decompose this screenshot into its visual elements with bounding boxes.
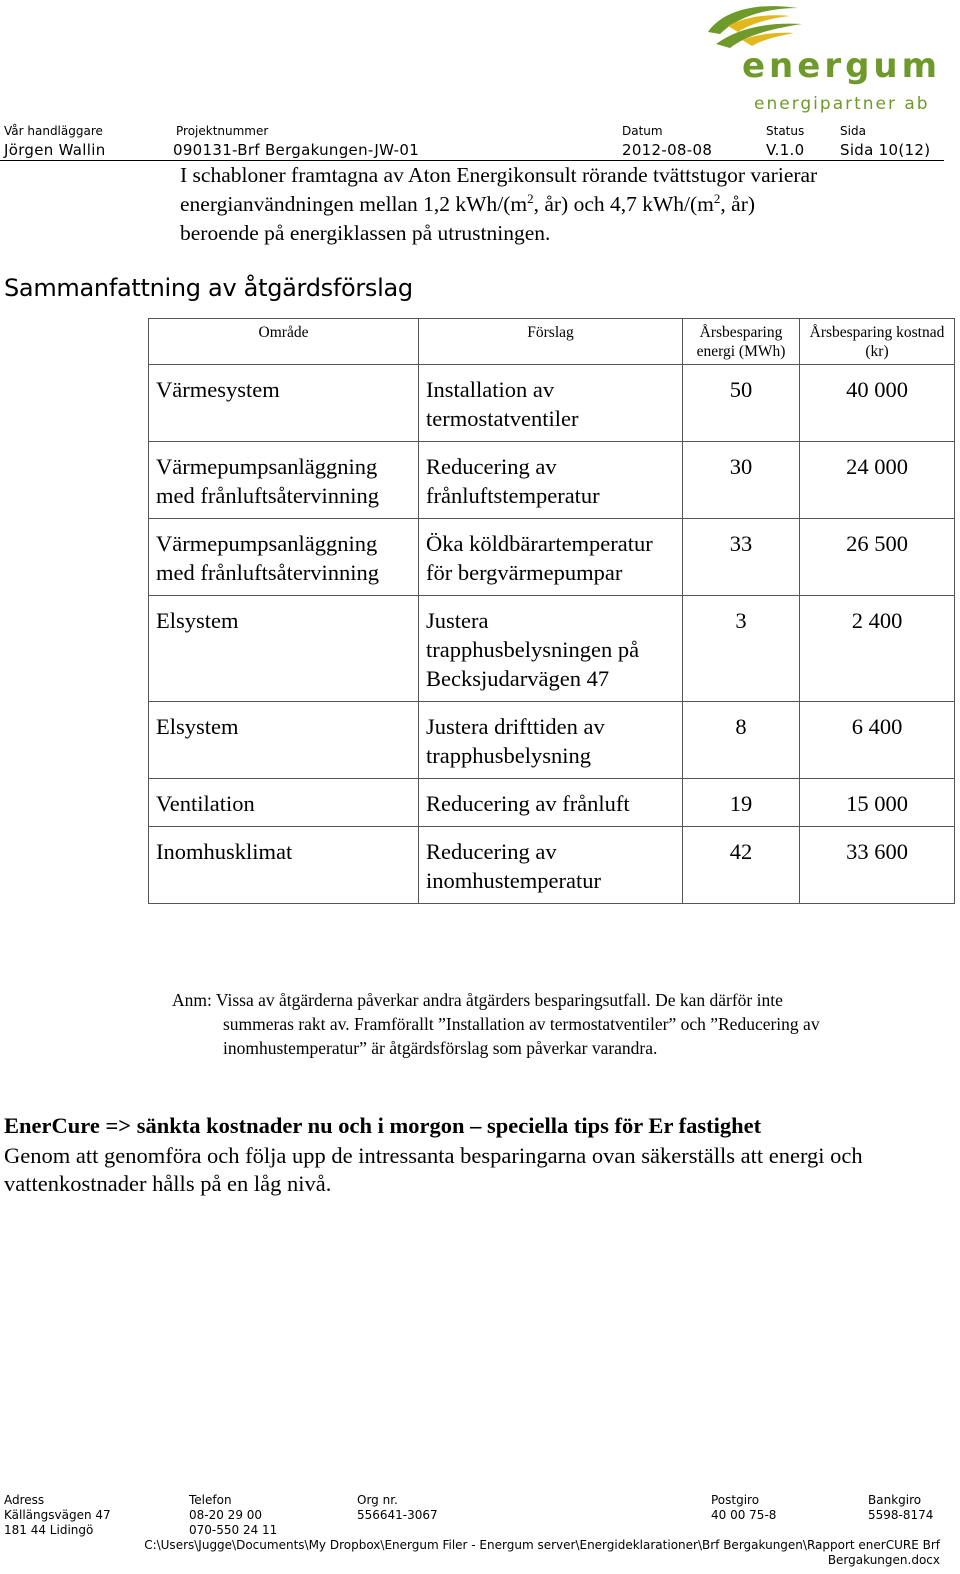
note-line-3: inomhustemperatur” är åtgärdsförslag som påverkar varandra. [223,1038,658,1058]
note-line-1: Anm: Vissa av åtgärderna påverkar andra åtgärders besparingsutfall. De kan därför inte [172,990,783,1010]
cell-area: Värmesystem [149,365,419,442]
footer-postgiro: 40 00 75-8 [711,1508,777,1522]
footer-postgiro-label: Postgiro [711,1493,760,1507]
intro-line-3: beroende på energiklassen på utrustningen. [180,221,551,245]
footer-org-number: 556641-3067 [357,1508,438,1522]
cell-cost-saving: 33 600 [800,827,955,904]
cell-cost-saving: 24 000 [800,442,955,519]
footer-file-path: C:\Users\Jugge\Documents\My Dropbox\Energum Filer - Energum server\Energideklarationer\Brf Bergakungen\Rapport enerCURE Brf Bergakungen.docx [144,1538,940,1567]
logo-wordmark: energum [742,46,942,86]
cell-proposal: Installation av termostatventiler [419,365,683,442]
table-row [149,779,955,827]
status-label: Status [766,124,805,138]
cell-area: Elsystem [149,702,419,779]
column-header-cost: Årsbesparing kostnad (kr) [800,319,955,365]
footer-address-city: 181 44 Lidingö [4,1523,94,1537]
measures-table [148,318,955,904]
intro-paragraph [180,161,940,248]
cell-proposal: Justera drifttiden av trapphusbelysning [419,702,683,779]
cell-energy-saving: 50 [683,365,800,442]
logo-swoosh-icon [698,0,808,52]
column-header-proposal: Förslag [419,319,683,365]
footer-bankgiro-label: Bankgiro [868,1493,922,1507]
cell-energy-saving: 3 [683,596,800,702]
cell-proposal: Reducering av inomhustemperatur [419,827,683,904]
footer-address-street: Källängsvägen 47 [4,1508,111,1522]
footer-org-label: Org nr. [357,1493,398,1507]
cell-energy-saving: 30 [683,442,800,519]
project-number: 090131-Brf Bergakungen-JW-01 [173,141,420,159]
cell-energy-saving: 42 [683,827,800,904]
cell-energy-saving: 33 [683,519,800,596]
table-header-row [149,319,955,365]
cell-area: Elsystem [149,596,419,702]
table-row [149,442,955,519]
footer-phone-mobile: 070-550 24 11 [189,1523,278,1537]
footer-bankgiro: 5598-8174 [868,1508,934,1522]
handler-label: Vår handläggare [4,124,103,138]
logo-tagline: energipartner ab [754,94,930,114]
handler-name: Jörgen Wallin [4,141,106,159]
cell-cost-saving: 40 000 [800,365,955,442]
cell-cost-saving: 15 000 [800,779,955,827]
cell-proposal: Justera trapphusbelysningen på Becksjudarvägen 47 [419,596,683,702]
column-header-area: Område [149,319,419,365]
tips-body: Genom att genomföra och följa upp de intressanta besparingarna ovan säkerställs att energi och vattenkostnader hålls på en låg nivå. [4,1143,863,1196]
tips-heading: EnerCure => sänkta kostnader nu och i morgon – speciella tips för Er fastighet [4,1113,762,1138]
page-label: Sida [840,124,866,138]
document-status: V.1.0 [766,141,805,159]
company-logo [690,0,940,118]
cell-energy-saving: 19 [683,779,800,827]
page-number: Sida 10(12) [840,141,931,159]
cell-proposal: Reducering av frånluft [419,779,683,827]
cell-area: Ventilation [149,779,419,827]
cell-cost-saving: 26 500 [800,519,955,596]
cell-proposal: Öka köldbärartemperatur för bergvärmepumpar [419,519,683,596]
table-note [172,988,942,1060]
project-label: Projektnummer [176,124,269,138]
document-date: 2012-08-08 [622,141,713,159]
table-row [149,365,955,442]
table-row [149,596,955,702]
cell-cost-saving: 6 400 [800,702,955,779]
footer-phone-label: Telefon [189,1493,232,1507]
intro-line-2: energianvändningen mellan 1,2 kWh/($m^2$, år) och 4,7 kWh/($m^2$, år) [180,190,756,216]
table-row [149,519,955,596]
section-heading: Sammanfattning av åtgärdsförslag [4,274,413,302]
note-line-2: summeras rakt av. Framförallt ”Installation av termostatventiler” och ”Reducering av [223,1014,820,1034]
date-label: Datum [622,124,663,138]
cell-area: Värmepumpsanläggning med frånluftsåtervinning [149,519,419,596]
footer-address-label: Adress [4,1493,45,1507]
cell-area: Inomhusklimat [149,827,419,904]
cell-cost-saving: 2 400 [800,596,955,702]
cell-proposal: Reducering av frånluftstemperatur [419,442,683,519]
cell-area: Värmepumpsanläggning med frånluftsåtervinning [149,442,419,519]
intro-line-1: I schabloner framtagna av Aton Energikonsult rörande tvättstugor varierar [180,163,818,187]
table-row [149,827,955,904]
table-row [149,702,955,779]
footer-phone-main: 08-20 29 00 [189,1508,263,1522]
column-header-energy: Årsbesparing energi (MWh) [683,319,800,365]
cell-energy-saving: 8 [683,702,800,779]
